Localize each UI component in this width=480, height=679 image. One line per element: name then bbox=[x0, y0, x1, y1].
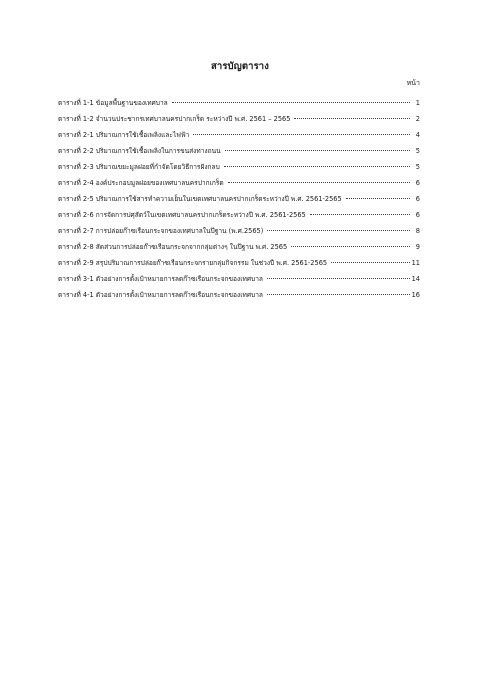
toc-entry-page: 14 bbox=[411, 275, 420, 283]
toc-entry-page: 4 bbox=[415, 131, 420, 139]
toc-entry-label: ตารางที่ 2-4 องค์ประกอบมูลฝอยของเทศบาลนครปากเกร็ด bbox=[58, 179, 224, 187]
toc-entry[interactable] bbox=[58, 127, 420, 143]
toc-entry-label: ตารางที่ 1-2 จำนวนประชากรเทศบาลนครปากเกร็ด ระหว่างปี พ.ศ. 2561 – 2565 bbox=[58, 115, 291, 123]
page-number-column-header: หน้า bbox=[406, 79, 420, 87]
toc-entry-page: 6 bbox=[415, 179, 420, 187]
page-title: สารบัญตาราง bbox=[211, 61, 269, 72]
dot-leader bbox=[267, 230, 410, 231]
toc-entry-page: 1 bbox=[415, 99, 420, 107]
toc-entry-label: ตารางที่ 4-1 ตัวอย่างการตั้งเป้าหมายการลดก๊าซเรือนกระจกของเทศบาล bbox=[58, 291, 263, 299]
toc-entry-label: ตารางที่ 2-7 การปล่อยก๊าซเรือนกระจกของเทศบาลในปีฐาน (พ.ศ.2565) bbox=[58, 227, 264, 235]
toc-entry[interactable] bbox=[58, 95, 420, 111]
toc-entry[interactable] bbox=[58, 255, 420, 271]
toc-entry[interactable] bbox=[58, 287, 420, 303]
toc-entry-page: 5 bbox=[415, 163, 420, 171]
toc-entry-page: 2 bbox=[415, 115, 420, 123]
toc-entry-label: ตารางที่ 2-2 ปริมาณการใช้เชื้อเพลิงในการขนส่งทางถนน bbox=[58, 147, 221, 155]
dot-leader bbox=[346, 198, 410, 199]
toc-entry-page: 5 bbox=[415, 147, 420, 155]
dot-leader bbox=[193, 134, 410, 135]
dot-leader bbox=[267, 294, 410, 295]
dot-leader bbox=[294, 118, 410, 119]
toc-entry-page: 16 bbox=[411, 291, 420, 299]
toc-entry-label: ตารางที่ 1-1 ข้อมูลพื้นฐานของเทศบาล bbox=[58, 99, 168, 107]
toc-entry-label: ตารางที่ 2-1 ปริมาณการใช้เชื้อเพลิงและไฟฟ้า bbox=[58, 131, 190, 139]
dot-leader bbox=[310, 214, 410, 215]
dot-leader bbox=[331, 262, 410, 263]
dot-leader bbox=[291, 246, 410, 247]
toc-entry-page: 11 bbox=[411, 259, 420, 267]
toc-entry[interactable] bbox=[58, 159, 420, 175]
toc-entry-page: 8 bbox=[415, 227, 420, 235]
toc-entry[interactable] bbox=[58, 191, 420, 207]
toc-entry[interactable] bbox=[58, 143, 420, 159]
toc-entry[interactable] bbox=[58, 239, 420, 255]
toc-entry[interactable] bbox=[58, 111, 420, 127]
toc-entry[interactable] bbox=[58, 271, 420, 287]
toc-entry-label: ตารางที่ 2-8 สัดส่วนการปล่อยก๊าซเรือนกระจกจากกลุ่มต่างๆ ในปีฐาน พ.ศ. 2565 bbox=[58, 243, 288, 251]
dot-leader bbox=[225, 150, 410, 151]
dot-leader bbox=[172, 102, 410, 103]
dot-leader bbox=[224, 166, 410, 167]
toc-entry[interactable] bbox=[58, 175, 420, 191]
toc-entry-label: ตารางที่ 2-3 ปริมาณขยะมูลฝอยที่กำจัดโดยวิธีการฝังกลบ bbox=[58, 163, 220, 171]
toc-entry-page: 6 bbox=[415, 195, 420, 203]
dot-leader bbox=[228, 182, 410, 183]
toc-entry-page: 6 bbox=[415, 211, 420, 219]
toc-entry-page: 9 bbox=[415, 243, 420, 251]
toc-entry[interactable] bbox=[58, 207, 420, 223]
toc-entry[interactable] bbox=[58, 223, 420, 239]
toc-entry-label: ตารางที่ 2-9 สรุปปริมาณการปล่อยก๊าซเรือนกระจกรายกลุ่มกิจกรรม ในช่วงปี พ.ศ. 2561-2565 bbox=[58, 259, 328, 267]
table-of-tables-list bbox=[58, 95, 420, 303]
toc-entry-label: ตารางที่ 2-5 ปริมาณการใช้สารทำความเย็นในเขตเทศบาลนครปากเกร็ดระหว่างปี พ.ศ. 2561-2565 bbox=[58, 195, 342, 203]
dot-leader bbox=[267, 278, 410, 279]
toc-entry-label: ตารางที่ 2-6 การจัดการปศุสัตว์ในเขตเทศบาลนครปากเกร็ดระหว่างปี พ.ศ. 2561-2565 bbox=[58, 211, 306, 219]
toc-entry-label: ตารางที่ 3-1 ตัวอย่างการตั้งเป้าหมายการลดก๊าซเรือนกระจกของเทศบาล bbox=[58, 275, 263, 283]
